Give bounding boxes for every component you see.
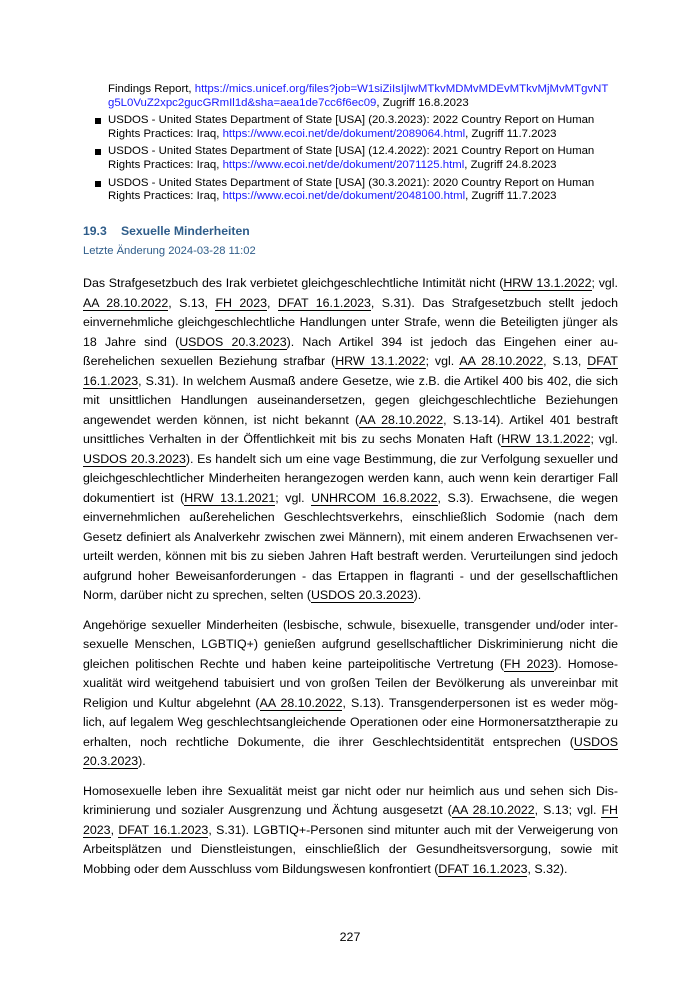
last-change-date: Letzte Änderung 2024-03-28 11:02	[83, 245, 256, 257]
paragraph-text: , S.31). LGBTIQ+-Personen sind mitunter auch mit der Verweigerung von Arbeitsplätzen und Dienstleistungen, einschließlich der Gesundheitsversorgung, sowie mit Mobbing oder dem Ausschluss vom Bildungswesen konfrontiert (	[83, 822, 618, 876]
paragraph-text: ).	[413, 588, 422, 602]
paragraph	[83, 782, 618, 880]
source-reference-link[interactable]: HRW 13.1.2021	[184, 490, 276, 505]
source-link[interactable]: https://www.ecoi.net/de/dokument/2071125.html	[222, 158, 465, 171]
source-reference-link[interactable]: AA 28.10.2022	[259, 695, 343, 710]
paragraph-text: , S.31). In welchem Ausmaß andere Gesetze, wie z.B. die Artikel 400 bis 402, die sich mit unsittlichen Handlungen auseinandersetzen, gegen gleichgeschlechtliche Beziehungen angewendet werden können, ist nicht bekannt (	[83, 373, 618, 427]
paragraph-text: Das Strafgesetzbuch des Irak verbietet gleichgeschlechtliche Intimität nicht (	[83, 276, 504, 290]
source-reference-link[interactable]: AA 28.10.2022	[451, 803, 535, 817]
source-reference-link[interactable]: HRW 13.1.2022	[335, 354, 426, 368]
source-reference-link[interactable]: DFAT 16.1.2023	[277, 295, 371, 310]
paragraph	[83, 274, 618, 606]
source-reference-link[interactable]: FH 2023	[215, 295, 267, 310]
source-reference-link[interactable]: USDOS 20.3.2023	[179, 334, 287, 349]
paragraph-text: , S.13). Transgenderpersonen ist es weder möglich, auf legalem Weg geschlechtsangleichende Operationen oder eine Hormonersatztherapie zu erhalten, noch rechtliche Dokumente, die ihrer Geschlechtsidentität entsprechen (	[83, 695, 618, 749]
paragraph-text: , S.32).	[527, 861, 568, 876]
source-reference-link[interactable]: FH 2023	[503, 656, 555, 671]
paragraph-text: ; vgl.	[591, 276, 618, 290]
source-reference-link[interactable]: HRW 13.1.2022	[501, 432, 591, 446]
paragraph-text: ). Homosexualität wird weitgehend tabuisiert und von großen Teilen der Bevölkerung als unvereinbar mit Religion und Kultur abgelehnt (	[83, 656, 618, 710]
paragraph-text: ).	[138, 754, 146, 768]
source-reference-link[interactable]: USDOS 20.3.2023	[83, 451, 186, 466]
section-title: Sexuelle Minderheiten	[121, 224, 250, 238]
paragraph-text: ,	[266, 295, 278, 310]
paragraph-text: , S.13; vgl.	[534, 803, 602, 817]
page-number: 227	[339, 930, 361, 944]
source-reference-link[interactable]: DFAT 16.1.2023	[118, 822, 209, 837]
source-reference-link[interactable]: AA 28.10.2022	[83, 295, 169, 310]
source-item: USDOS - United States Department of State [USA] (30.3.2021): 2020 Country Report on Human Rights Practices: Iraq, https://www.ecoi.net/de/dokument/2048100.html, Zugriff 11.7.2023	[92, 177, 622, 204]
paragraph-text: Angehörige sexueller Minderheiten (lesbische, schwule, bisexuelle, transgender und/oder intersexuelle Menschen, LGBTIQ+) genießen aufgrund gesellschaftlicher Diskriminierung nicht die gleichen politischen Rechte und haben keine parteipolitische Vertretung (	[83, 617, 618, 671]
paragraph-text: ,	[110, 822, 119, 837]
source-reference-link[interactable]: DFAT 16.1.2023	[438, 861, 528, 876]
paragraph-text: ; vgl.	[275, 490, 312, 505]
paragraph-text: ; vgl.	[590, 432, 618, 446]
source-reference-link[interactable]: DFAT 16.1.2023	[83, 354, 618, 388]
paragraph-text: , S.13,	[168, 295, 216, 310]
source-reference-link[interactable]: USDOS 20.3.2023	[83, 734, 618, 768]
unicef-link[interactable]: https://mics.unicef.org/files?job=W1siZiIsIjIwMTkvMDMvMDEvMTkvMjMvMTgvNT g5L0VuZ2xpc2gucGRmIl1d&sha=aea1de7cc6f6ec09	[108, 83, 609, 109]
source-reference-link[interactable]: AA 28.10.2022	[359, 412, 444, 427]
source-reference-link[interactable]: UNHRCOM 16.8.2022	[311, 490, 438, 505]
source-reference-link[interactable]: USDOS 20.3.2023	[310, 588, 414, 602]
square-bullet-icon	[95, 149, 101, 155]
sources-list	[92, 83, 622, 208]
source-item: USDOS - United States Department of State [USA] (20.3.2023): 2022 Country Report on Human Rights Practices: Iraq, https://www.ecoi.net/de/dokument/2089064.html, Zugriff 11.7.2023	[92, 114, 622, 141]
section-number: 19.3	[83, 224, 107, 238]
paragraph-text: , S.31). Das Strafgesetzbuch stellt jedoch einvernehmliche gleichgeschlechtliche Handlungen unter Strafe, wenn die Beteiligten jünger als 18 Jahre sind (	[83, 295, 619, 349]
paragraph-text: ). Nach Artikel 394 ist jedoch das Eingehen einer außerehelichen sexuellen Beziehung strafbar (	[83, 334, 618, 368]
source-link[interactable]: https://www.ecoi.net/de/dokument/2048100.html	[222, 190, 466, 203]
paragraph-text: ; vgl.	[425, 354, 460, 368]
source-reference-link[interactable]: FH 2023	[83, 803, 618, 837]
source-item: USDOS - United States Department of State [USA] (12.4.2022): 2021 Country Report on Human Rights Practices: Iraq, https://www.ecoi.net/de/dokument/2071125.html, Zugriff 24.8.2023	[92, 145, 622, 172]
source-link[interactable]: https://www.ecoi.net/de/dokument/2089064.html	[222, 127, 466, 140]
section-heading	[83, 224, 250, 238]
source-reference-link[interactable]: AA 28.10.2022	[459, 354, 544, 368]
paragraph-text: , S.3). Erwachsene, die wegen einvernehmlichen außerehelichen Geschlechtsverkehrs, einschließlich Sodomie (nach dem Gesetz definiert als Analverkehr zwischen zwei Männern), mit einem anderen Erwachsenen verurteilt werden, können mit bis zu sieben Jahren Haft bestraft werden. Verurteilungen sind jedoch aufgrund hoher Beweisanforderungen - das Ertappen in flagranti - und der gesellschaftlichen Norm, darüber nicht zu sprechen, selten (	[83, 490, 618, 602]
paragraph	[83, 616, 618, 772]
source-continuation: Findings Report, https://mics.unicef.org/files?job=W1siZiIsIjIwMTkvMDMvMDEvMTkvMjMvMTgvNT g5L0VuZ2xpc2gucGRmIl1d&sha=aea1de7cc6f6ec09, Zugriff 16.8.2023	[108, 83, 609, 109]
paragraph-text: , S.13-14). Artikel 401 bestraft unsittliches Verhalten in der Öffentlichkeit mit bis zu sechs Monaten Haft (	[83, 412, 618, 446]
square-bullet-icon	[95, 118, 101, 124]
square-bullet-icon	[95, 181, 101, 187]
source-reference-link[interactable]: HRW 13.1.2022	[503, 276, 592, 290]
body-text	[83, 274, 618, 889]
paragraph-text: ). Es handelt sich um eine vage Bestimmung, die zur Verfolgung sexueller und gleichgeschlechtlicher Minderheiten herangezogen werden kann, auch wenn kein derartiger Fall dokumentiert ist (	[83, 451, 618, 505]
paragraph-text: Homosexuelle leben ihre Sexualität meist gar nicht oder nur heimlich aus und sehen sich Diskriminierung und sozialer Ausgrenzung und Ächtung ausgesetzt (	[83, 783, 618, 817]
paragraph-text: , S.13,	[543, 354, 588, 368]
